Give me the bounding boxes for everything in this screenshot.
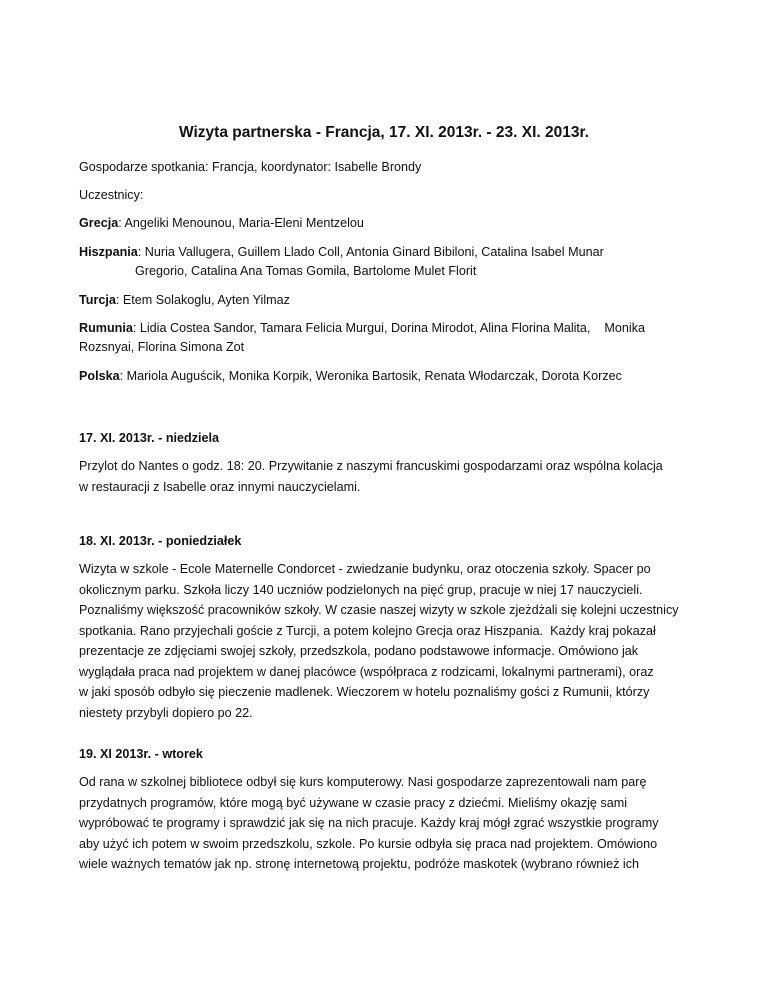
day-heading: 18. XI. 2013r. - poniedziałek — [79, 534, 242, 548]
country-people: : Etem Solakoglu, Ayten Yilmaz — [115, 293, 290, 307]
country-name: Turcja — [79, 293, 116, 307]
paragraph-line: Od rana w szkolnej bibliotece odbył się kurs komputerowy. Nasi gospodarze zaprezentowali nam parę — [79, 775, 647, 789]
paragraph-line: Wizyta w szkole - Ecole Maternelle Condorcet - zwiedzanie budynku, oraz otoczenia szkoły. Spacer po — [79, 562, 651, 576]
hosts-line: Gospodarze spotkania: Francja, koordynator: Isabelle Brondy — [79, 160, 422, 174]
country-people: : Angeliki Menounou, Maria-Eleni Mentzelou — [118, 216, 364, 230]
paragraph-line: w restauracji z Isabelle oraz innymi nauczycielami. — [79, 479, 361, 494]
paragraph-line: aby użyć ich potem w swoim przedszkolu, szkole. Po kursie odbyła się praca nad projektem. Omówiono — [79, 836, 658, 851]
paragraph-line: niestety przybyli dopiero po 22. — [79, 705, 253, 720]
country-name: Grecja — [79, 216, 119, 230]
country-name: Rumunia — [79, 321, 133, 335]
day-heading: 17. XI. 2013r. - niedziela — [79, 431, 220, 445]
country-name: Hiszpania — [79, 245, 138, 259]
document-title: Wizyta partnerska - Francja, 17. XI. 2013r. - 23. XI. 2013r. — [179, 124, 589, 141]
paragraph-line: w jaki sposób odbyło się pieczenie madlenek. Wieczorem w hotelu poznaliśmy gości z Rumunii, którzy — [79, 685, 650, 699]
day-paragraph — [79, 456, 691, 497]
paragraph-line: wyglądała praca nad projektem w danej placówce (współpraca z rodzicami, lokalnymi partnerami), oraz — [79, 664, 654, 679]
paragraph-line: spotkania. Rano przyjechali goście z Turcji, a potem kolejno Grecja oraz Hiszpania. Każdy kraj pokazał — [79, 623, 656, 638]
country-hiszpania — [79, 243, 699, 262]
paragraph-line: wiele ważnych tematów jak np. stronę internetową projektu, podróże maskotek (wybrano również ich — [79, 857, 639, 871]
country-rumunia-cont: Rozsnyai, Florina Simona Zot — [79, 340, 245, 354]
country-people: : Lidia Costea Sandor, Tamara Felicia Murgui, Dorina Mirodot, Alina Florina Malita, Monika — [132, 321, 646, 335]
country-polska — [79, 367, 699, 386]
country-name: Polska — [79, 369, 120, 383]
paragraph-line: Poznaliśmy większość pracowników szkoły. W czasie naszej wizyty w szkole zjeżdżali się kolejni uczestnicy — [79, 603, 679, 617]
day-paragraph — [79, 559, 691, 723]
day-heading: 19. XI 2013r. - wtorek — [79, 747, 203, 761]
paragraph-line: okolicznym parku. Szkoła liczy 140 uczniów podzielonych na pięć grup, pracuje w niej 17 nauczycieli. — [79, 582, 643, 597]
participants-label: Uczestnicy: — [79, 188, 144, 202]
paragraph-line: prezentacje ze zdjęciami swojej szkoły, przedszkola, podano podstawowe informacje. Omówiono jak — [79, 644, 639, 658]
paragraph-line: przydatnych programów, które mogą być używane w czasie pracy z dziećmi. Mieliśmy okazję sami — [79, 795, 628, 810]
country-hiszpania-cont: Gregorio, Catalina Ana Tomas Gomila, Bartolome Mulet Florit — [135, 264, 477, 278]
country-people: : Nuria Vallugera, Guillem Llado Coll, Antonia Ginard Bibiloni, Catalina Isabel Munar — [137, 245, 604, 259]
country-turcja — [79, 291, 699, 310]
day-paragraph — [79, 772, 691, 875]
paragraph-line: wypróbować te programy i sprawdzić jak się na nich pracuje. Każdy kraj mógł zgrać wszystkie programy — [79, 816, 659, 830]
country-grecja — [79, 214, 699, 233]
country-people: : Mariola Auguścik, Monika Korpik, Weronika Bartosik, Renata Włodarczak, Dorota Korzec — [119, 369, 622, 383]
paragraph-line: Przylot do Nantes o godz. 18: 20. Przywitanie z naszymi francuskimi gospodarzami oraz wspólna kolacja — [79, 459, 663, 473]
country-rumunia — [79, 319, 699, 338]
